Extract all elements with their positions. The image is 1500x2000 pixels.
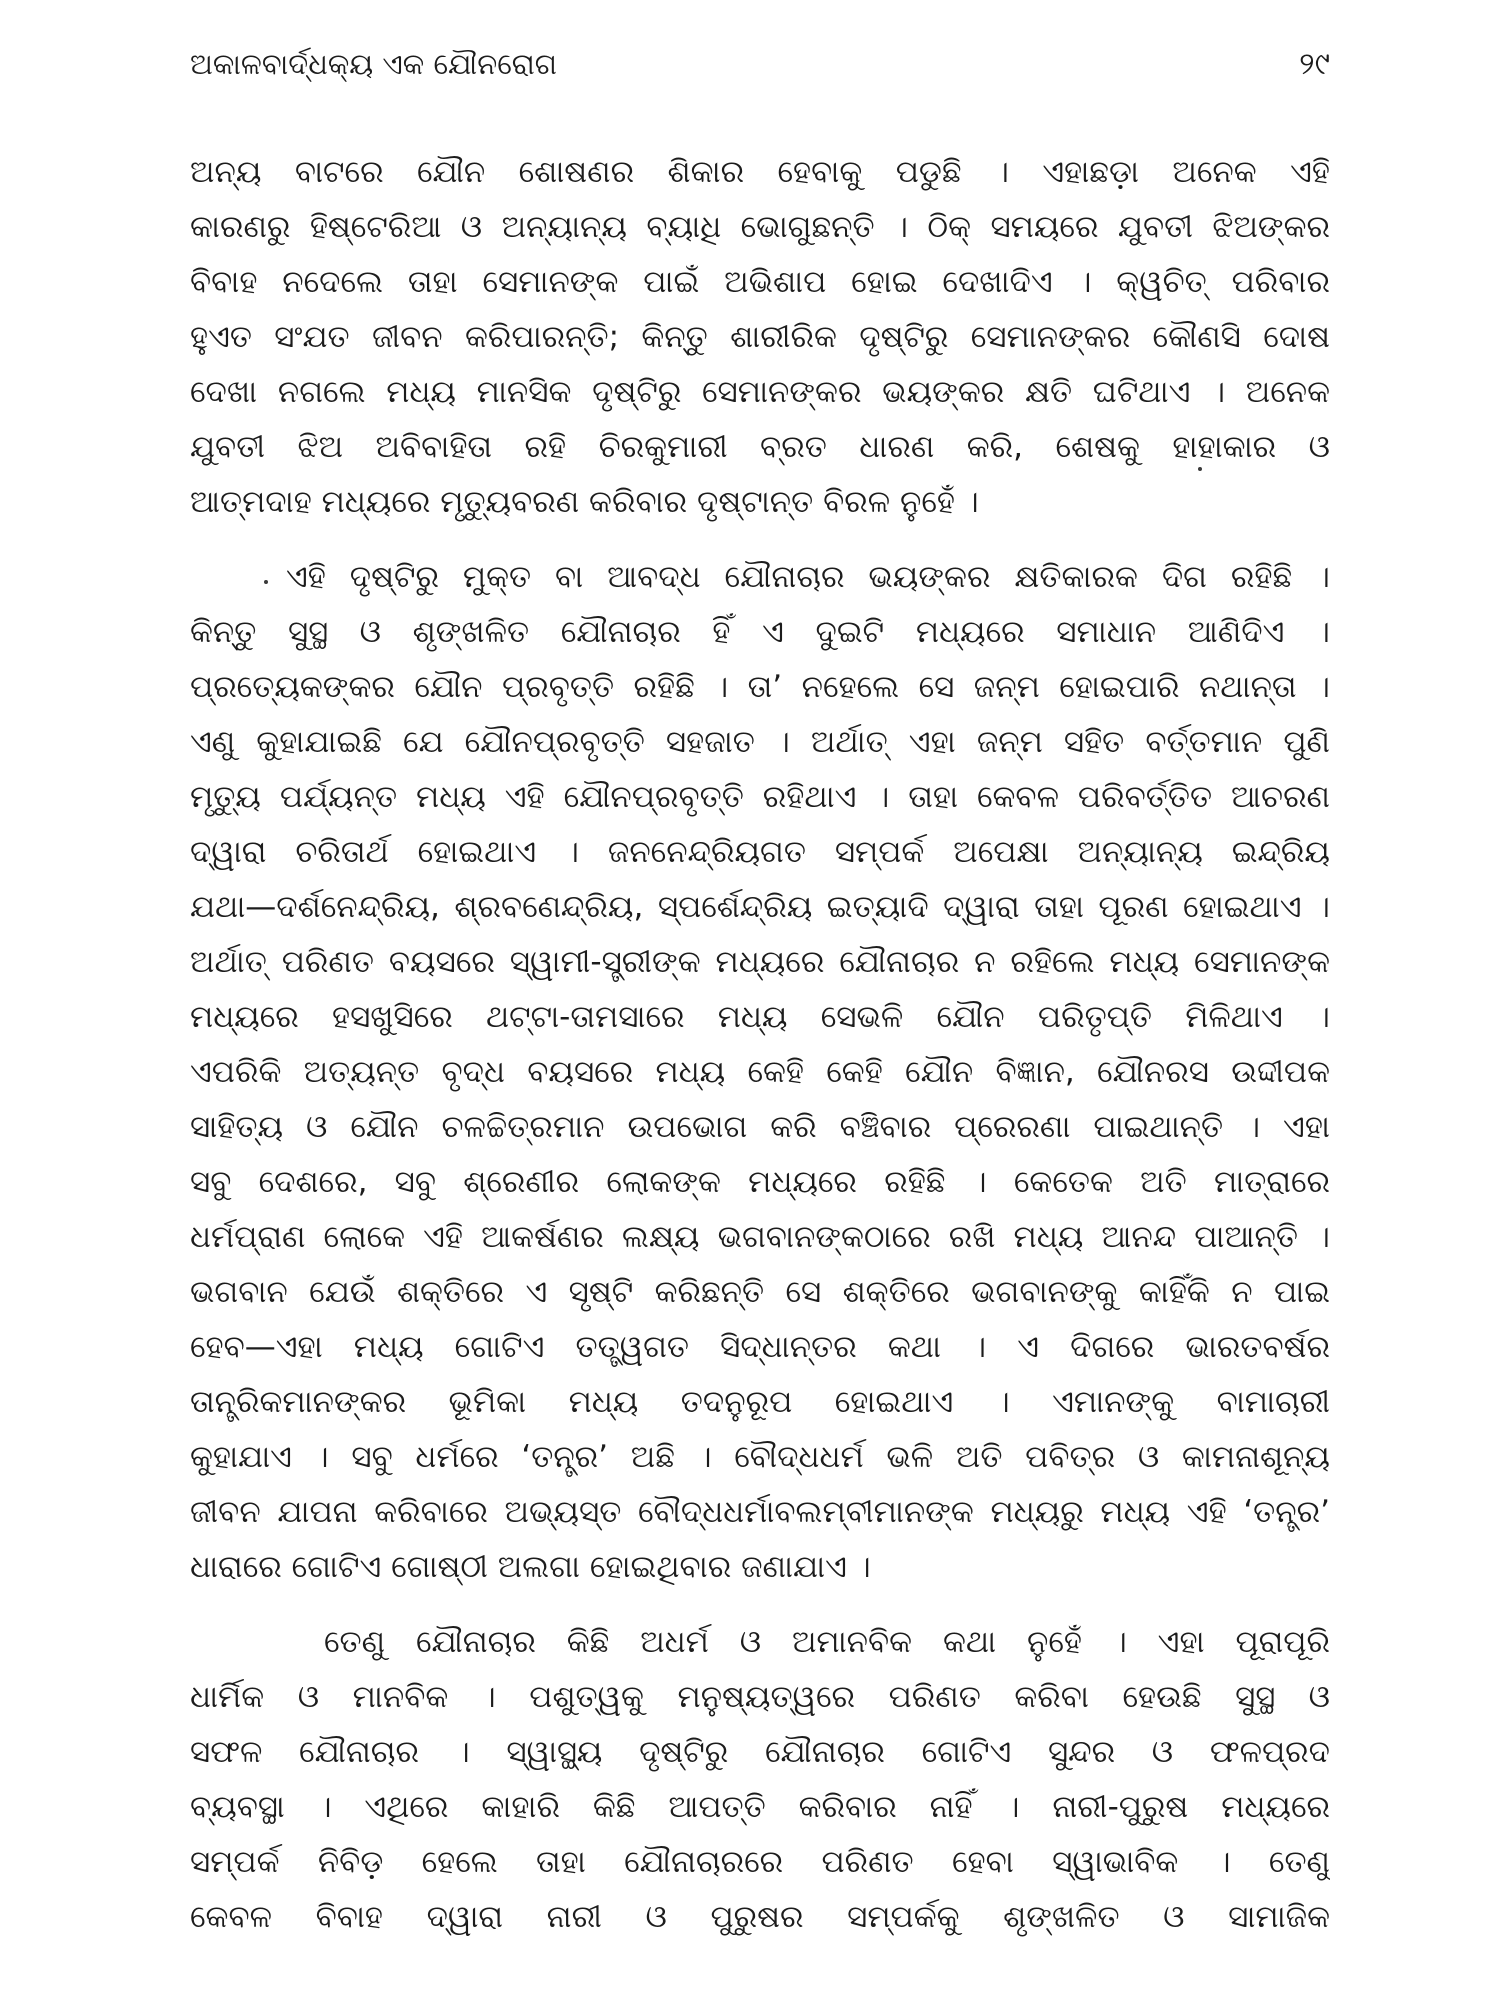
text-line: ସବୁ ଦେଶରେ, ସବୁ ଶ୍ରେଣୀର ଲୋକଙ୍କ ମଧ୍ୟରେ ରହିଛି । କେତେକ ଅତି ମାତ୍ରାରେ: [190, 1164, 1330, 1200]
text-line: ସମ୍ପର୍କ ନିବିଡ଼ ହେଲେ ତାହା ଯୌନାଚାରରେ ପରିଣତ ହେବା ସ୍ୱାଭାବିକ । ତେଣୁ: [190, 1844, 1330, 1880]
text-line: ବିବାହ ନଦେଲେ ତାହା ସେମାନଙ୍କ ପାଇଁ ଅଭିଶାପ ହୋଇ ଦେଖାଦିଏ । କ୍ୱଚିତ୍ ପରିବାର: [190, 264, 1330, 300]
text-line: କାରଣରୁ ହିଷ୍ଟେରିଆ ଓ ଅନ୍ୟାନ୍ୟ ବ୍ୟାଧି ଭୋଗୁଛନ୍ତି । ଠିକ୍ ସମୟରେ ଯୁବତୀ ଝିଅଙ୍କର: [190, 209, 1330, 245]
text-line: ସଫଳ ଯୌନାଚାର । ସ୍ୱାସ୍ଥ୍ୟ ଦୃଷ୍ଟିରୁ ଯୌନାଚାର ଗୋଟିଏ ସୁନ୍ଦର ଓ ଫଳପ୍ରଦ: [190, 1734, 1330, 1770]
text-line: ଧାର୍ମିକ ଓ ମାନବିକ । ପଶୁତ୍ୱକୁ ମନୁଷ୍ୟତ୍ୱରେ ପରିଣତ କରିବା ହେଉଛି ସୁସ୍ଥ ଓ: [190, 1679, 1330, 1715]
running-header: [190, 38, 1330, 90]
text-line: ଦ୍ୱାରା ଚରିତାର୍ଥ ହୋଇଥାଏ । ଜନନେନ୍ଦ୍ରିୟଗତ ସମ୍ପର୍କ ଅପେକ୍ଷା ଅନ୍ୟାନ୍ୟ ଇନ୍ଦ୍ରିୟ: [190, 834, 1330, 870]
body-text: [190, 145, 1330, 1945]
text-line: ଅର୍ଥାତ୍ ପରିଣତ ବୟସରେ ସ୍ୱାମୀ-ସ୍ତ୍ରୀଙ୍କ ମଧ୍ୟରେ ଯୌନାଚାର ନ ରହିଲେ ମଧ୍ୟ ସେମାନଙ୍କ: [190, 944, 1330, 980]
text-line: ମଧ୍ୟରେ ହସଖୁସିରେ ଥଟ୍ଟା-ତାମସାରେ ମଧ୍ୟ ସେଭଳି ଯୌନ ପରିତୃପ୍ତି ମିଳିଥାଏ ।: [190, 999, 1330, 1035]
text-line: ଜୀବନ ଯାପନା କରିବାରେ ଅଭ୍ୟସ୍ତ ବୌଦ୍ଧଧର୍ମାବଲମ୍ବୀମାନଙ୍କ ମଧ୍ୟରୁ ମଧ୍ୟ ଏହି ‘ତନ୍ତ୍ର’: [190, 1494, 1330, 1530]
text-line: ଧାରାରେ ଗୋଟିଏ ଗୋଷ୍ଠୀ ଅଲଗା ହୋଇଥିବାର ଜଣାଯାଏ ।: [190, 1549, 871, 1585]
text-line: ଯୁବତୀ ଝିଅ ଅବିବାହିତା ରହି ଚିରକୁମାରୀ ବ୍ରତ ଧାରଣ କରି, ଶେଷକୁ ହାହାକାର ଓ: [190, 429, 1330, 465]
page-number: ୨୯: [1299, 46, 1330, 82]
text-line: ଏହି ଦୃଷ୍ଟିରୁ ମୁକ୍ତ ବା ଆବଦ୍ଧ ଯୌନାଚାର ଭୟଙ୍କର କ୍ଷତିକାରକ ଦିଗ ରହିଛି ।: [286, 559, 1330, 595]
text-line: ଦେଖା ନଗଲେ ମଧ୍ୟ ମାନସିକ ଦୃଷ୍ଟିରୁ ସେମାନଙ୍କର ଭୟଙ୍କର କ୍ଷତି ଘଟିଥାଏ । ଅନେକ: [190, 374, 1330, 410]
text-line: ତାନ୍ତ୍ରିକମାନଙ୍କର ଭୂମିକା ମଧ୍ୟ ତଦନୁରୂପ ହୋଇଥାଏ । ଏମାନଙ୍କୁ ବାମାଚାରୀ: [190, 1384, 1330, 1420]
text-line: ହେବ—ଏହା ମଧ୍ୟ ଗୋଟିଏ ତତ୍ତ୍ୱଗତ ସିଦ୍ଧାନ୍ତର କଥା । ଏ ଦିଗରେ ଭାରତବର୍ଷର: [190, 1329, 1330, 1365]
text-line: ବ୍ୟବସ୍ଥା । ଏଥିରେ କାହାରି କିଛି ଆପତ୍ତି କରିବାର ନାହିଁ । ନାରୀ-ପୁରୁଷ ମଧ୍ୟରେ: [190, 1789, 1330, 1825]
text-line: ଧର୍ମପ୍ରାଣ ଲୋକେ ଏହି ଆକର୍ଷଣର ଲକ୍ଷ୍ୟ ଭଗବାନଙ୍କଠାରେ ରଖି ମଧ୍ୟ ଆନନ୍ଦ ପାଆନ୍ତି ।: [190, 1219, 1330, 1255]
text-line: ଆତ୍ମଦାହ ମଧ୍ୟରେ ମୃତ୍ୟୁବରଣ କରିବାର ଦୃଷ୍ଟାନ୍ତ ବିରଳ ନୁହେଁ ।: [190, 484, 979, 520]
text-line: ଏପରିକି ଅତ୍ୟନ୍ତ ବୃଦ୍ଧ ବୟସରେ ମଧ୍ୟ କେହି କେହି ଯୌନ ବିଜ୍ଞାନ, ଯୌନରସ ଉଦ୍ଦୀପକ: [190, 1054, 1330, 1090]
running-title: ଅକାଳବାର୍ଦ୍ଧକ୍ୟ ଏକ ଯୌନରୋଗ: [190, 47, 558, 81]
paragraph: [190, 145, 1330, 530]
text-line: ଏଣୁ କୁହାଯାଇଛି ଯେ ଯୌନପ୍ରବୃତ୍ତି ସହଜାତ । ଅର୍ଥାତ୍ ଏହା ଜନ୍ମ ସହିତ ବର୍ତ୍ତମାନ ପୁଣି: [190, 724, 1330, 760]
ink-speck: [264, 580, 268, 584]
text-line: କେବଳ ବିବାହ ଦ୍ୱାରା ନାରୀ ଓ ପୁରୁଷର ସମ୍ପର୍କକୁ ଶୃଙ୍ଖଳିତ ଓ ସାମାଜିକ: [190, 1899, 1330, 1935]
text-line: ପ୍ରତ୍ୟେକଙ୍କର ଯୌନ ପ୍ରବୃତ୍ତି ରହିଛି । ତା’ ନହେଲେ ସେ ଜନ୍ମ ହୋଇପାରି ନଥାନ୍ତା ।: [190, 669, 1330, 705]
text-line: ଯଥା—ଦର୍ଶନେନ୍ଦ୍ରିୟ, ଶ୍ରବଣେନ୍ଦ୍ରିୟ, ସ୍ପର୍ଶେନ୍ଦ୍ରିୟ ଇତ୍ୟାଦି ଦ୍ୱାରା ତାହା ପୂରଣ ହୋଇଥାଏ ।: [190, 889, 1330, 925]
text-line: ଅନ୍ୟ ବାଟରେ ଯୌନ ଶୋଷଣର ଶିକାର ହେବାକୁ ପଡୁଛି । ଏହାଛଡ଼ା ଅନେକ ଏହି: [190, 154, 1330, 190]
text-line: କିନ୍ତୁ ସୁସ୍ଥ ଓ ଶୃଙ୍ଖଳିତ ଯୌନାଚାର ହିଁ ଏ ଦୁଇଟି ମଧ୍ୟରେ ସମାଧାନ ଆଣିଦିଏ ।: [190, 614, 1330, 650]
text-line: ହୁଏତ ସଂଯତ ଜୀବନ କରିପାରନ୍ତି; କିନ୍ତୁ ଶାରୀରିକ ଦୃଷ୍ଟିରୁ ସେମାନଙ୍କର କୌଣସି ଦୋଷ: [190, 319, 1330, 355]
ink-speck: [1198, 467, 1202, 471]
paragraph: [190, 1615, 1330, 1945]
text-line: କୁହାଯାଏ । ସବୁ ଧର୍ମରେ ‘ତନ୍ତ୍ର’ ଅଛି । ବୌଦ୍ଧଧର୍ମ ଭଳି ଅତି ପବିତ୍ର ଓ କାମନାଶୂନ୍ୟ: [190, 1439, 1330, 1475]
text-line: ତେଣୁ ଯୌନାଚାର କିଛି ଅଧର୍ମ ଓ ଅମାନବିକ କଥା ନୁହେଁ । ଏହା ପୂରାପୂରି: [324, 1624, 1330, 1660]
text-line: ଭଗବାନ ଯେଉଁ ଶକ୍ତିରେ ଏ ସୃଷ୍ଟି କରିଛନ୍ତି ସେ ଶକ୍ତିରେ ଭଗବାନଙ୍କୁ କାହିଁକି ନ ପାଇ: [190, 1274, 1330, 1310]
text-line: ମୃତ୍ୟୁ ପର୍ଯ୍ୟନ୍ତ ମଧ୍ୟ ଏହି ଯୌନପ୍ରବୃତ୍ତି ରହିଥାଏ । ତାହା କେବଳ ପରିବର୍ତ୍ତିତ ଆଚରଣ: [190, 779, 1330, 815]
paragraph: [190, 550, 1330, 1595]
text-line: ସାହିତ୍ୟ ଓ ଯୌନ ଚଳଚ୍ଚିତ୍ରମାନ ଉପଭୋଗ କରି ବଞ୍ଚିବାର ପ୍ରେରଣା ପାଇଥାନ୍ତି । ଏହା: [190, 1109, 1330, 1145]
